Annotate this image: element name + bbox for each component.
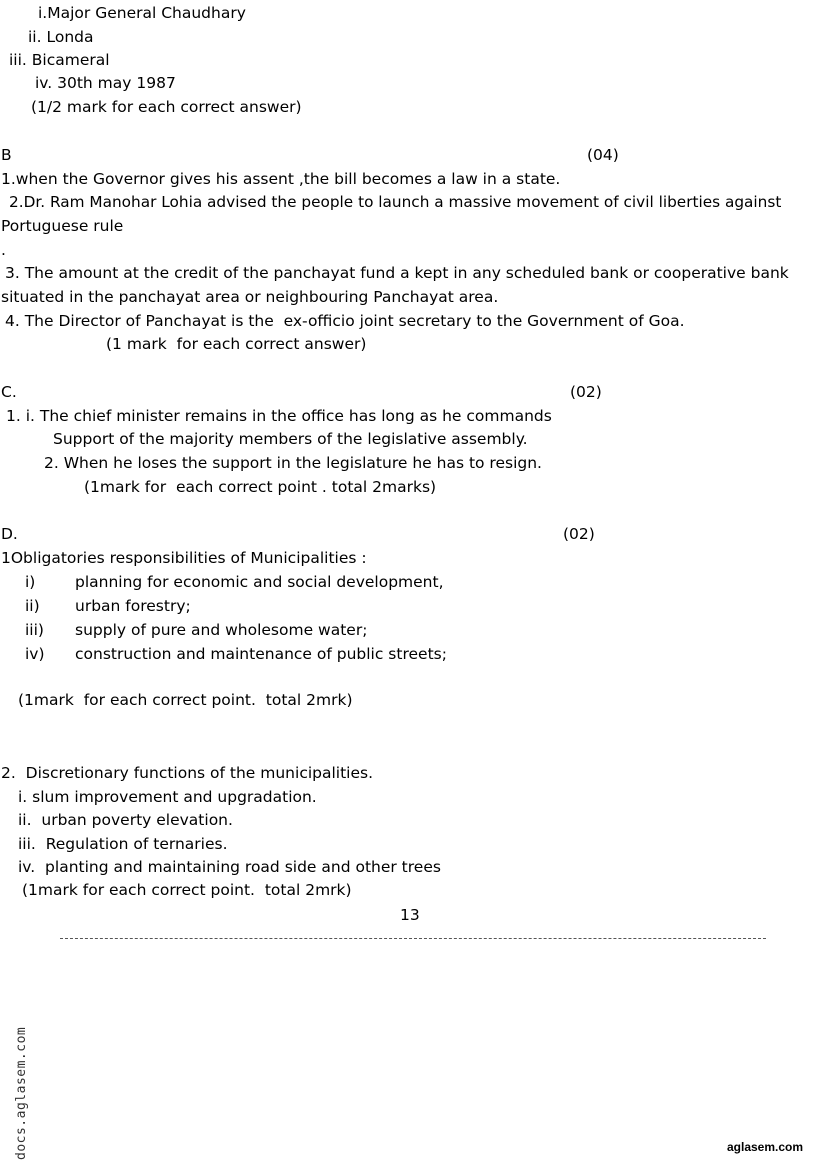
marks-note: (1mark for each correct point. total 2mrk) <box>18 691 353 709</box>
list-item: ii. urban poverty elevation. <box>18 811 233 829</box>
marks-note: (1 mark for each correct answer) <box>106 335 367 353</box>
watermark: docs.aglasem.com <box>14 1026 29 1160</box>
page-number: 13 <box>400 906 420 924</box>
answer-line: . <box>1 241 6 259</box>
list-item: urban forestry; <box>75 597 191 615</box>
answer-line: i.Major General Chaudhary <box>38 4 246 22</box>
list-heading: 1Obligatories responsibilities of Municipalities : <box>1 549 367 567</box>
section-label: C. <box>1 383 17 401</box>
footer-brand: aglasem.com <box>727 1140 804 1154</box>
page-divider <box>60 938 766 939</box>
answer-line: iv. 30th may 1987 <box>35 74 176 92</box>
section-label: B <box>1 146 12 164</box>
marks-note: (1mark for each correct point . total 2marks) <box>84 478 437 496</box>
list-heading: 2. Discretionary functions of the municipalities. <box>1 764 374 782</box>
answer-line: 2. When he loses the support in the legislature he has to resign. <box>44 454 542 472</box>
marks-note: (1mark for each correct point. total 2mrk) <box>22 881 352 899</box>
list-item: supply of pure and wholesome water; <box>75 621 368 639</box>
list-index: ii) <box>25 597 40 615</box>
answer-line: situated in the panchayat area or neighbouring Panchayat area. <box>1 288 499 306</box>
list-index: iv) <box>25 645 45 663</box>
list-item: construction and maintenance of public streets; <box>75 645 447 663</box>
list-item: i. slum improvement and upgradation. <box>18 788 317 806</box>
answer-line: 1.when the Governor gives his assent ,the bill becomes a law in a state. <box>1 170 561 188</box>
answer-line: Support of the majority members of the legislative assembly. <box>53 430 528 448</box>
answer-line: iii. Bicameral <box>9 51 110 69</box>
section-marks: (04) <box>587 146 619 164</box>
section-marks: (02) <box>563 525 595 543</box>
answer-line: 1. i. The chief minister remains in the office has long as he commands <box>6 407 552 425</box>
marks-note: (1/2 mark for each correct answer) <box>31 98 302 116</box>
answer-line: Portuguese rule <box>1 217 124 235</box>
list-item: iii. Regulation of ternaries. <box>18 835 228 853</box>
list-item: planning for economic and social development, <box>75 573 444 591</box>
list-item: iv. planting and maintaining road side and other trees <box>18 858 441 876</box>
list-index: iii) <box>25 621 44 639</box>
answer-line: ii. Londa <box>28 28 94 46</box>
list-index: i) <box>25 573 36 591</box>
answer-line: 2.Dr. Ram Manohar Lohia advised the people to launch a massive movement of civil liberties against <box>9 193 782 211</box>
section-marks: (02) <box>570 383 602 401</box>
answer-line: 4. The Director of Panchayat is the ex-officio joint secretary to the Government of Goa. <box>5 312 685 330</box>
answer-line: 3. The amount at the credit of the panchayat fund a kept in any scheduled bank or cooperative bank <box>5 264 789 282</box>
section-label: D. <box>1 525 18 543</box>
